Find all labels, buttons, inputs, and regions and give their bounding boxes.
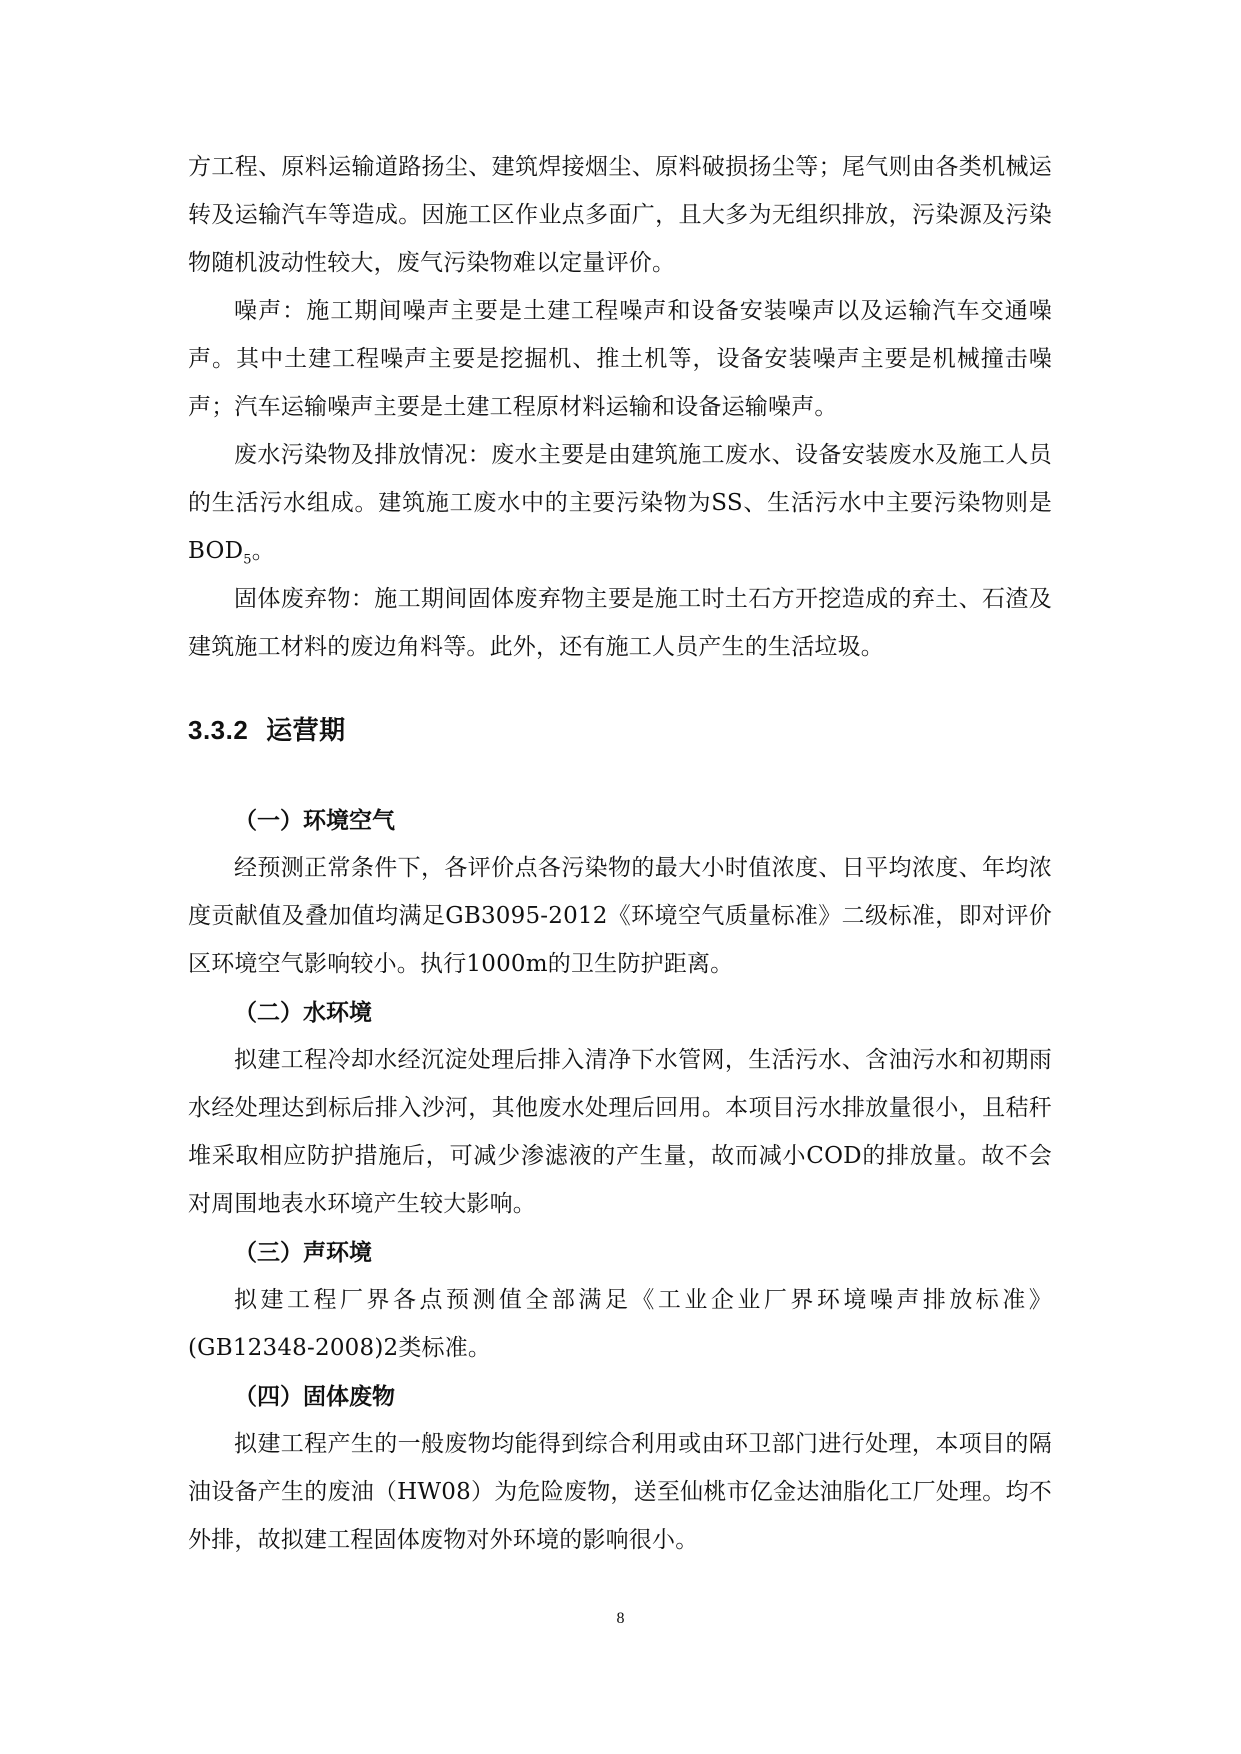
heading-water: （二）水环境 — [234, 999, 372, 1025]
paragraph-construction-noise: 噪声：施工期间噪声主要是土建工程噪声和设备安装噪声以及运输汽车交通噪声。其中土建工程噪声主要是挖掘机、推土机等，设备安装噪声主要是机械撞击噪声；汽车运输噪声主要是土建工程原材料运输和设备运输噪声。 — [188, 298, 1052, 420]
section-heading — [188, 713, 1052, 748]
paragraph-solid-waste: 拟建工程产生的一般废物均能得到综合利用或由环卫部门进行处理，本项目的隔油设备产生的废油（HW08）为危险废物，送至仙桃市亿金达油脂化工厂处理。均不外排，故拟建工程固体废物对外环境的影响很小。 — [188, 1431, 1052, 1553]
section-number: 3.3.2 — [188, 715, 249, 745]
wastewater-end: 。 — [251, 538, 275, 564]
heading-solid-waste: （四）固体废物 — [234, 1383, 395, 1409]
paragraph-water: 拟建工程冷却水经沉淀处理后排入清净下水管网，生活污水、含油污水和初期雨水经处理达到标后排入沙河，其他废水处理后回用。本项目污水排放量很小，且秸秆堆采取相应防护措施后，可减少渗滤液的产生量，故而减小COD的排放量。故不会对周围地表水环境产生较大影响。 — [188, 1047, 1052, 1217]
paragraph-noise: 拟建工程厂界各点预测值全部满足《工业企业厂界环境噪声排放标准》(GB12348-2008)2类标准。 — [188, 1287, 1052, 1361]
paragraph-construction-wastewater — [188, 431, 1052, 575]
heading-noise: （三）声环境 — [234, 1239, 372, 1265]
spacer — [188, 748, 1052, 796]
paragraph-air: 经预测正常条件下，各评价点各污染物的最大小时值浓度、日平均浓度、年均浓度贡献值及叠加值均满足GB3095-2012《环境空气质量标准》二级标准，即对评价区环境空气影响较小。执行1000m的卫生防护距离。 — [188, 855, 1052, 977]
wastewater-text: 废水污染物及排放情况：废水主要是由建筑施工废水、设备安装废水及施工人员的生活污水组成。建筑施工废水中的主要污染物为SS、生活污水中主要污染物则是BOD — [188, 442, 1052, 564]
page-number: 8 — [616, 1610, 625, 1627]
paragraph-construction-solid-waste: 固体废弃物：施工期间固体废弃物主要是施工时土石方开挖造成的弃土、石渣及建筑施工材料的废边角料等。此外，还有施工人员产生的生活垃圾。 — [188, 586, 1052, 660]
heading-air: （一）环境空气 — [234, 807, 395, 833]
document-page — [188, 143, 1052, 1564]
section-title: 运营期 — [266, 716, 346, 746]
paragraph-construction-exhaust: 方工程、原料运输道路扬尘、建筑焊接烟尘、原料破损扬尘等；尾气则由各类机械运转及运输汽车等造成。因施工区作业点多面广，且大多为无组织排放，污染源及污染物随机波动性较大，废气污染物难以定量评价。 — [188, 154, 1052, 276]
spacer — [188, 671, 1052, 713]
bod-subscript: 5 — [243, 552, 252, 568]
